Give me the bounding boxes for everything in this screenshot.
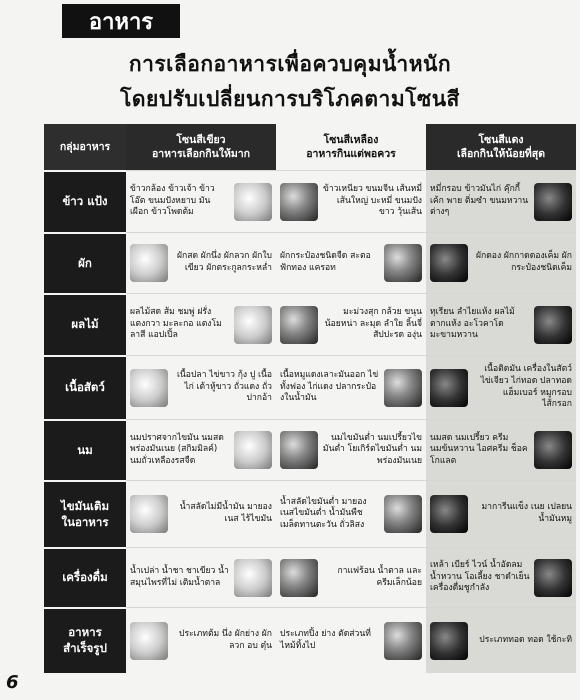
- green-zone-text: ประเภทต้ม นึ่ง ผักย่าง ผักลวก อบ ตุ๋น: [179, 628, 272, 651]
- food-photo: [430, 369, 468, 407]
- red-zone-text: ประเภททอด ทอด ใช้กะทิ: [479, 634, 572, 645]
- red-zone-text: เหล้า เบียร์ ไวน์ น้ำอัดลม น้ำหวาน โอเลี้ยง ชาดำเย็น เครื่องดื่มชูกำลัง: [430, 560, 530, 594]
- food-photo: [280, 559, 318, 597]
- page-subtitle: โดยปรับเปลี่ยนการบริโภคตามโซนสี: [120, 87, 460, 111]
- page-title: การเลือกอาหารเพื่อควบคุมน้ำหนัก: [128, 52, 452, 76]
- yellow-zone-cell: [276, 355, 426, 419]
- red-zone-cell: [426, 232, 576, 293]
- yellow-zone-text: ข้าวเหนียว ขนมจีน เส้นหมี่ เส้นใหญ่ บะหมี่ ขนมปังขาว วุ้นเส้น: [322, 184, 422, 218]
- yellow-zone-text: ผักกระป๋องชนิดจืด สะตอ ฟักทอง แครอท: [280, 251, 371, 273]
- red-zone-text: หมี่กรอบ ข้าวมันไก่ คุ๊กกี้ เค้ก พาย ติ่มซำ ขนมหวานต่างๆ: [430, 184, 529, 218]
- yellow-zone-cell: [276, 419, 426, 480]
- food-group-label: เครื่องดื่ม: [44, 547, 126, 607]
- yellow-zone-cell: [276, 170, 426, 232]
- food-group-label: เนื้อสัตว์: [44, 355, 126, 419]
- green-zone-text: เนื้อปลา ไข่ขาว กุ้ง ปู เนื้อไก่ เต้าหู้ขาว ถั่วแดง ถั่วปากอ้า: [177, 370, 272, 404]
- food-photo: [280, 306, 318, 344]
- green-zone-cell: [126, 232, 276, 293]
- yellow-zone-text: มะม่วงสุก กล้วย ขนุน น้อยหน่า ละมุด ลำใย ลิ้นจี่ สัปปะรด องุ่น: [324, 307, 422, 341]
- header-red-zone: โซนสีแดง เลือกกินให้น้อยที่สุด: [426, 124, 576, 170]
- green-zone-text: นมปราศจากไขมัน นมสดพร่องมันเนย (สกิมมิลค์) นมถั่วเหลืองรสจืด: [130, 432, 224, 466]
- green-zone-text: ผลไม้สด ส้ม ชมพู่ ฝรั่ง แตงกวา มะละกอ แตงโม ลาสี แอปเปิ้ล: [130, 307, 222, 341]
- table-row: [44, 355, 576, 419]
- green-zone-cell: [126, 170, 276, 232]
- yellow-zone-text: ประเภทปิ้ง ย่าง ตัดส่วนที่ไหม้ทิ้งไป: [280, 628, 371, 651]
- red-zone-text: ผักดอง ผักกาดดองเค็ม ผักกระป๋องชนิดเค็ม: [475, 251, 572, 273]
- food-photo: [534, 431, 572, 469]
- green-zone-text: ข้าวกล้อง ข้าวเจ้า ข้าวโอ๊ต ขนมปังหยาบ มัน เผือก ข้าวโพดต้ม: [130, 184, 215, 218]
- table-row: [44, 419, 576, 480]
- food-group-label: ผลไม้: [44, 293, 126, 355]
- table-row: [44, 480, 576, 547]
- yellow-zone-text: นมไขมันต่ำ นมเปรี้ยวไขมันต่ำ โยเกิร์ตไขมันต่ำ นมพร่องมันเนย: [322, 432, 422, 466]
- food-photo: [534, 183, 572, 221]
- red-zone-cell: [426, 170, 576, 232]
- food-photo: [130, 495, 168, 533]
- food-photo: [130, 244, 168, 282]
- yellow-zone-cell: [276, 232, 426, 293]
- food-photo: [234, 559, 272, 597]
- food-photo: [384, 244, 422, 282]
- green-zone-text: ผักสด ผักนึ่ง ผักลวก ผักใบเขียว ผักตระกูลกระหล่ำ: [177, 251, 272, 273]
- red-zone-cell: [426, 547, 576, 607]
- section-tag: อาหาร: [62, 4, 180, 38]
- green-zone-text: น้ำสลัดไม่มีน้ำมัน มายองเนส ไร้ไขมัน: [179, 502, 272, 524]
- red-zone-text: นมสด นมเปรี้ยว ครีม นมข้นหวาน ไอศครีม ช็อคโกแลต: [430, 432, 528, 466]
- food-photo: [234, 431, 272, 469]
- red-zone-cell: [426, 607, 576, 673]
- food-photo: [234, 306, 272, 344]
- red-zone-cell: [426, 355, 576, 419]
- table-row: [44, 293, 576, 355]
- food-photo: [384, 495, 422, 533]
- red-zone-cell: [426, 480, 576, 547]
- food-photo: [234, 183, 272, 221]
- yellow-zone-cell: [276, 480, 426, 547]
- red-zone-text: มาการีนแข็ง เนย เปลยน น้ำมันหมู: [481, 502, 572, 524]
- food-group-label: นม: [44, 419, 126, 480]
- table-row: [44, 170, 576, 232]
- food-photo: [130, 369, 168, 407]
- table-row: [44, 607, 576, 673]
- food-photo: [430, 495, 468, 533]
- food-photo: [430, 244, 468, 282]
- header-green-zone: โซนสีเขียว อาหารเลือกกินให้มาก: [126, 124, 276, 170]
- food-group-label: ข้าว แป้ง: [44, 170, 126, 232]
- green-zone-cell: [126, 355, 276, 419]
- yellow-zone-text: น้ำสลัดไขมันต่ำ มายองเนสไขมันต่ำ น้ำมันพืช เมล็ดทานตะวัน ถั่วลิสง: [280, 496, 367, 530]
- red-zone-cell: [426, 293, 576, 355]
- food-photo: [534, 306, 572, 344]
- table-row: [44, 547, 576, 607]
- header-group: กลุ่มอาหาร: [44, 124, 126, 170]
- yellow-zone-cell: [276, 547, 426, 607]
- food-photo: [534, 559, 572, 597]
- food-group-label: อาหาร สำเร็จรูป: [44, 607, 126, 673]
- red-zone-text: ทุเรียน ลำไยแห้ง ผลไม้ตากแห้ง อะโวคาโด มะขามหวาน: [430, 307, 515, 341]
- yellow-zone-text: กาแฟร้อน น้ำตาล และครีมเล็กน้อย: [337, 565, 422, 588]
- food-photo: [280, 431, 318, 469]
- food-zone-table: [44, 124, 576, 673]
- food-photo: [130, 622, 168, 660]
- green-zone-cell: [126, 293, 276, 355]
- red-zone-cell: [426, 419, 576, 480]
- green-zone-cell: [126, 480, 276, 547]
- food-group-label: ผัก: [44, 232, 126, 293]
- food-photo: [430, 622, 468, 660]
- yellow-zone-cell: [276, 293, 426, 355]
- table-row: [44, 232, 576, 293]
- yellow-zone-cell: [276, 607, 426, 673]
- food-photo: [280, 183, 318, 221]
- header-yellow-zone: โซนสีเหลือง อาหารกินแต่พอควร: [276, 124, 426, 170]
- food-group-label: ไขมันเติม ในอาหาร: [44, 480, 126, 547]
- red-zone-text: เนื้อติดมัน เครื่องในสัตว์ ไข่เจียว ไก่ทอด ปลาทอด แฮ็มเบอร์ หมูกรอบ ไส้กรอก: [480, 364, 572, 410]
- green-zone-cell: [126, 419, 276, 480]
- green-zone-text: น้ำเปล่า น้ำชา ชาเขียว น้ำสมุนไพรที่ไม่ เติมน้ำตาล: [130, 565, 229, 588]
- green-zone-cell: [126, 547, 276, 607]
- yellow-zone-text: เนื้อหมูแดงเลาะมันออก ไข่ทั้งฟอง ไก่แดง ปลากระป๋องในน้ำมัน: [280, 370, 379, 404]
- food-photo: [384, 369, 422, 407]
- page-number: 6: [6, 672, 19, 693]
- food-photo: [384, 622, 422, 660]
- green-zone-cell: [126, 607, 276, 673]
